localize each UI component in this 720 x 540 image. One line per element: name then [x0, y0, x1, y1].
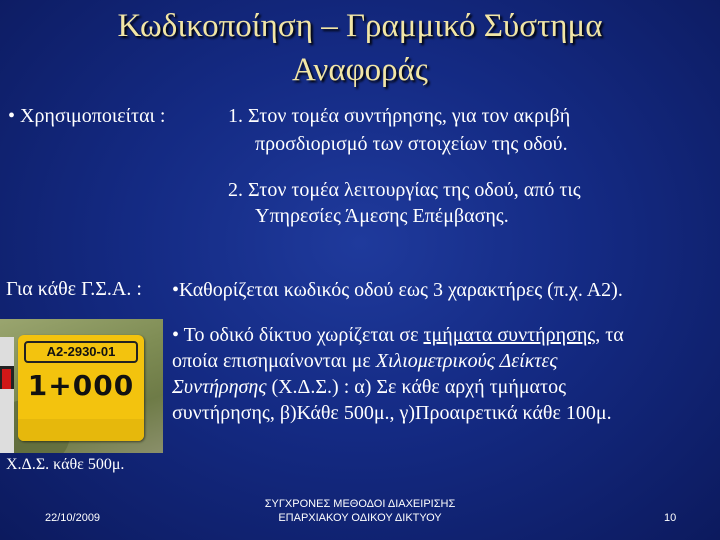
usage-item-1-line-2: προσδιορισμό των στοιχείων της οδού. [255, 133, 568, 155]
usage-item-2-line-1: 2. Στον τομέα λειτουργίας της οδού, από τις [228, 179, 581, 201]
network-bullet-line-4: συντήρησης, β)Κάθε 500μ., γ)Προαιρετικά κάθε 100μ. [172, 402, 612, 424]
road-code-bullet: •Καθορίζεται κωδικός οδού εως 3 χαρακτήρες (π.χ. Α2). [172, 279, 623, 301]
footer-title-line-2: ΕΠΑΡΧΙΑΚΟΥ ΟΔΙΚΟΥ ΔΙΚΤΥΟΥ [278, 512, 442, 524]
network-bullet-suffix: , τα [595, 324, 624, 346]
network-bullet-line-3 [172, 374, 566, 400]
km-marker-photo [0, 319, 163, 453]
gsa-label: Για κάθε Γ.Σ.Α. : [6, 278, 142, 300]
network-bullet-line-1 [172, 322, 624, 348]
footer-title [230, 497, 490, 525]
sign-road-code: A2-2930-01 [24, 341, 138, 363]
sign-bottom-panel [18, 419, 144, 441]
usage-bullet-label: • Χρησιμοποιείται : [8, 105, 166, 127]
slide-title [0, 4, 720, 92]
title-line-2: Αναφοράς [292, 52, 428, 88]
footer-date: 22/10/2009 [45, 512, 101, 524]
footer-title-line-1: ΣΥΓΧΡΟΝΕΣ ΜΕΘΟΔΟΙ ΔΙΑΧΕΙΡΙΣΗΣ [264, 498, 456, 510]
km-markers-term: Χιλιομετρικούς Δείκτες [375, 350, 558, 372]
footer-page-number: 10 [664, 512, 677, 524]
sign-km-value: 1+000 [27, 369, 135, 402]
usage-item-2-line-2: Υπηρεσίες Άμεσης Επέμβασης. [255, 205, 509, 227]
network-bullet-line-3-text: (Χ.Δ.Σ.) : α) Σε κάθε αρχή τμήματος [266, 376, 566, 398]
photo-caption: Χ.Δ.Σ. κάθε 500μ. [6, 456, 125, 473]
maintenance-sections-term: τμήματα συντήρησης [423, 324, 596, 346]
network-bullet-line-2 [172, 348, 557, 374]
road-post [0, 337, 14, 453]
network-bullet-text: • Το οδικό δίκτυο χωρίζεται σε [172, 324, 424, 346]
title-line-1: Κωδικοποίηση – Γραμμικό Σύστημα [117, 8, 603, 44]
usage-item-1-line-1: 1. Στον τομέα συντήρησης, για τον ακριβή [228, 105, 571, 127]
maintenance-term: Συντήρησης [172, 376, 267, 398]
km-marker-sign [18, 335, 144, 441]
reflector [2, 369, 11, 389]
network-bullet-line-2-text: οποία επισημαίνονται με [172, 350, 376, 372]
